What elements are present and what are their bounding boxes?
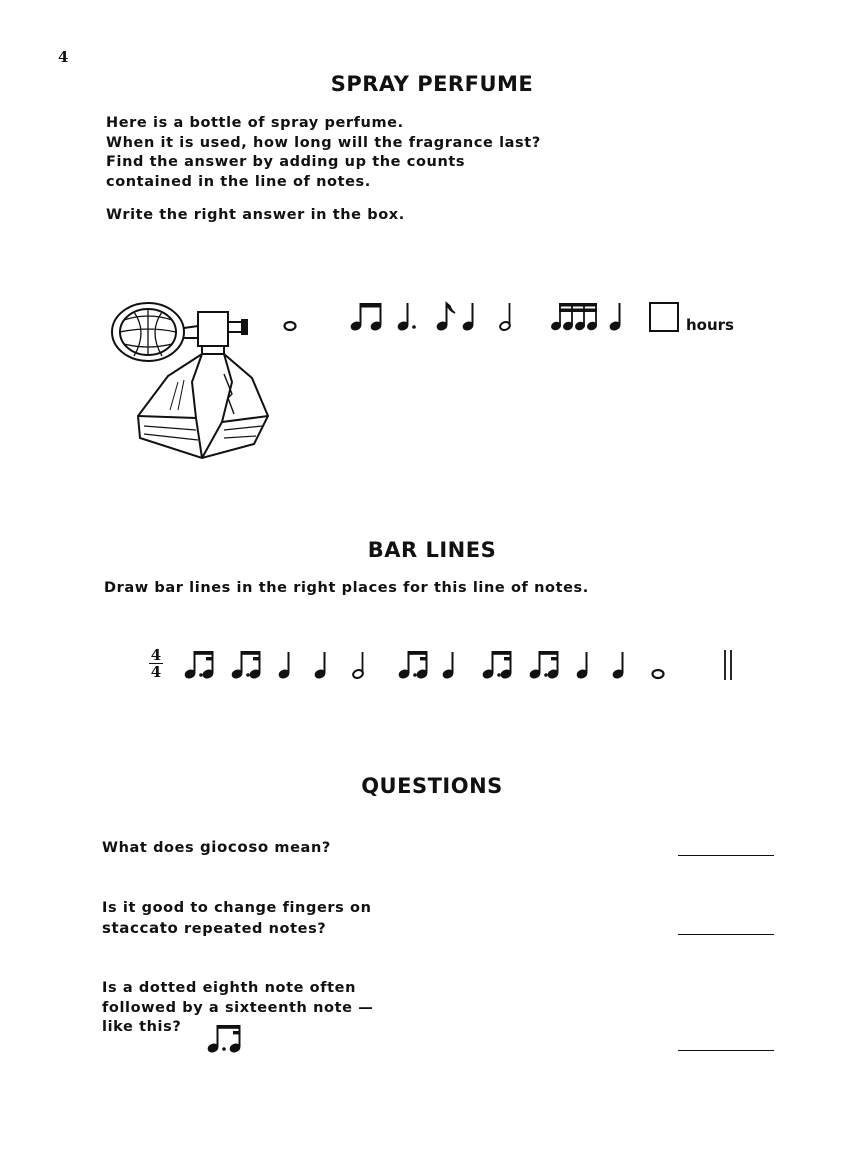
answer-line-3[interactable] bbox=[678, 1050, 774, 1051]
time-signature-top: 4 bbox=[150, 646, 162, 664]
whole-note bbox=[653, 670, 664, 678]
answer-box[interactable] bbox=[649, 302, 679, 332]
dotted-eighth-sixteenth-example bbox=[203, 1022, 249, 1058]
question-2: Is it good to change fingers on staccato repeated notes? bbox=[102, 900, 372, 937]
question-3: Is a dotted eighth note often followed by a sixteenth note — like this? bbox=[102, 980, 374, 1035]
dotted-eighth-sixteenth-pair bbox=[482, 651, 512, 679]
quarter-note bbox=[462, 303, 474, 331]
answer-line-1[interactable] bbox=[678, 855, 774, 856]
spray-perfume-instruction: Write the right answer in the box. bbox=[106, 207, 405, 223]
time-signature bbox=[149, 648, 163, 679]
eighth-note-pair bbox=[350, 303, 382, 331]
quarter-note bbox=[609, 303, 621, 331]
answer-line-2[interactable] bbox=[678, 934, 774, 935]
quarter-note bbox=[612, 652, 624, 679]
hours-label: hours bbox=[686, 316, 734, 334]
double-barline bbox=[725, 650, 731, 680]
question-1: What does giocoso mean? bbox=[102, 838, 331, 856]
dotted-quarter-note bbox=[397, 303, 416, 331]
questions-title: QUESTIONS bbox=[361, 774, 503, 798]
page-number: 4 bbox=[58, 48, 69, 66]
dotted-eighth-sixteenth-pair bbox=[529, 651, 559, 679]
dotted-eighth-sixteenth-pair bbox=[398, 651, 428, 679]
intro-line: Find the answer by adding up the counts bbox=[106, 154, 466, 170]
bar-lines-instruction: Draw bar lines in the right places for this line of notes. bbox=[104, 580, 589, 596]
half-note bbox=[499, 303, 511, 331]
intro-line: contained in the line of notes. bbox=[106, 173, 371, 190]
dotted-eighth-sixteenth-pair bbox=[231, 651, 261, 679]
spray-perfume-title: SPRAY PERFUME bbox=[330, 72, 534, 96]
quarter-note bbox=[442, 652, 454, 679]
dotted-eighth-sixteenth-pair bbox=[184, 651, 214, 679]
sixteenth-note-group bbox=[550, 303, 597, 331]
spray-perfume-intro bbox=[106, 114, 541, 192]
bar-lines-title: BAR LINES bbox=[367, 538, 497, 562]
whole-note bbox=[285, 322, 296, 330]
intro-line: When it is used, how long will the fragrance last? bbox=[106, 134, 541, 151]
bar-lines-note-line bbox=[180, 648, 740, 684]
time-signature-bottom: 4 bbox=[150, 663, 162, 681]
perfume-note-line bbox=[280, 296, 640, 336]
term-giocoso: giocoso bbox=[199, 838, 269, 856]
quarter-note bbox=[576, 652, 588, 679]
term-staccato: staccato bbox=[102, 918, 179, 937]
quarter-note bbox=[278, 652, 290, 679]
quarter-note bbox=[314, 652, 326, 679]
perfume-bottle-illustration bbox=[104, 298, 274, 464]
eighth-note bbox=[436, 303, 455, 331]
half-note bbox=[352, 652, 364, 679]
intro-line: Here is a bottle of spray perfume. bbox=[106, 115, 404, 131]
